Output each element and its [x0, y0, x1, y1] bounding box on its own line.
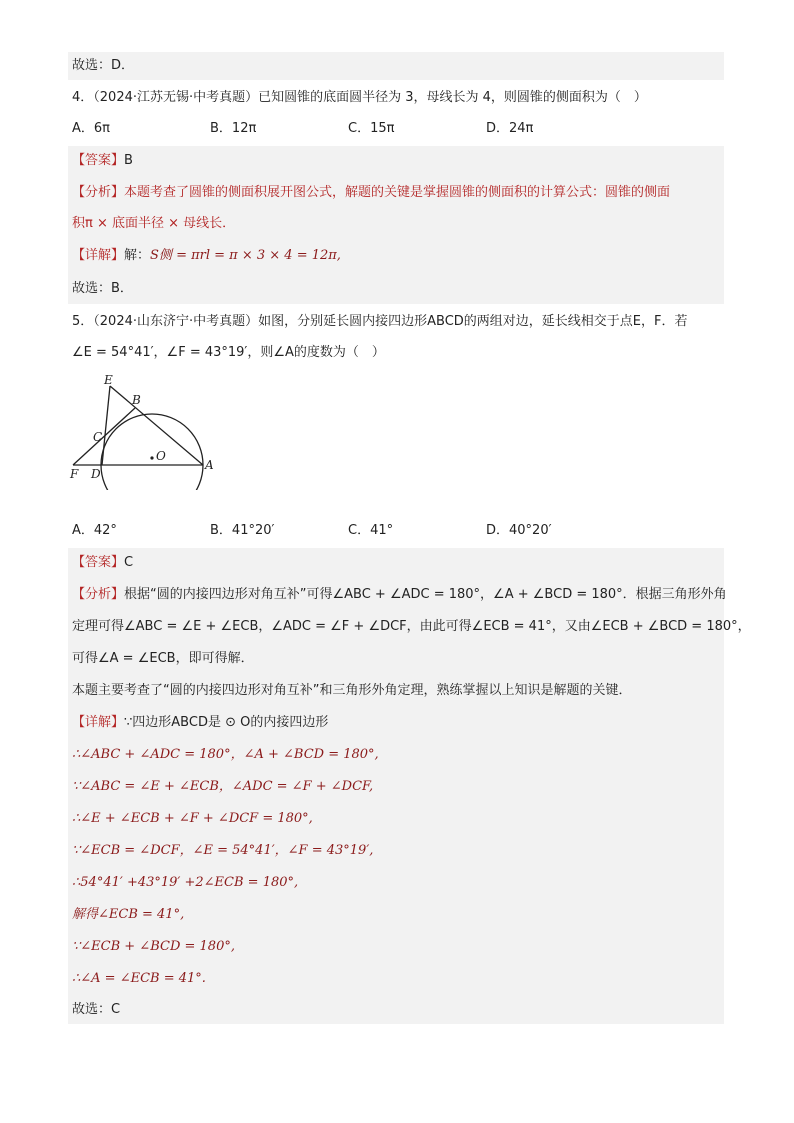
- q5-analysis-line-3: 可得∠A = ∠ECB，即可得解．: [72, 651, 254, 666]
- q5-geometry-figure: [66, 370, 226, 490]
- label-b: B: [132, 393, 141, 407]
- q5-summary: 本题主要考查了“圆的内接四边形对角互补”和三角形外角定理，熟练掌握以上知识是解题的关键．: [72, 683, 632, 698]
- q4-detail-line: [72, 246, 341, 266]
- q4-option-c: C．15π: [348, 121, 395, 136]
- q4-analysis-text-1: 本题考查了圆锥的侧面积展开图公式，解题的关键是掌握圆锥的侧面积的计算公式：圆锥的侧面: [124, 185, 671, 200]
- q4-answer-line: [72, 151, 133, 171]
- q5-step-7: ∵∠ECB + ∠BCD = 180°,: [72, 939, 235, 954]
- q4-option-b: B．12π: [210, 121, 257, 136]
- q5-answer-tag: 【答案】: [72, 555, 125, 570]
- line-fb: [73, 408, 135, 465]
- label-e: E: [104, 373, 113, 387]
- center-dot: [150, 456, 153, 459]
- q4-detail-math: S侧 = πrl = π × 3 × 4 = 12π,: [150, 248, 341, 263]
- q4-option-a: A．6π: [72, 121, 110, 136]
- q5-detail-tag: 【详解】: [72, 715, 125, 730]
- prev-final-answer: 故选：D．: [72, 58, 135, 73]
- q4-answer-value: B: [124, 153, 133, 168]
- label-c: C: [93, 430, 103, 444]
- q4-option-d: D．24π: [486, 121, 534, 136]
- q5-answer-line: [72, 553, 133, 573]
- q4-detail-tag: 【详解】: [72, 248, 125, 263]
- q5-option-c: C．41°: [348, 523, 394, 538]
- q5-step-4: ∵∠ECB = ∠DCF，∠E = 54°41′，∠F = 43°19′,: [72, 843, 374, 858]
- q5-final-answer: 故选：C: [72, 1002, 121, 1017]
- q5-detail-text-1: ∵四边形ABCD是 ⊙ O的内接四边形: [124, 715, 329, 730]
- label-d: D: [91, 467, 101, 481]
- q5-option-a: A．42°: [72, 523, 117, 538]
- q5-step-1: ∴∠ABC + ∠ADC = 180°，∠A + ∠BCD = 180°,: [72, 747, 379, 762]
- q5-answer-value: C: [124, 555, 134, 570]
- q4-analysis-line-2: 积π × 底面半径 × 母线长．: [72, 216, 236, 231]
- label-a: A: [205, 458, 214, 472]
- q5-analysis-line-1: [72, 585, 727, 605]
- q5-stem-2: ∠E = 54°41′，∠F = 43°19′，则∠A的度数为（ ）: [72, 345, 385, 360]
- label-f: F: [70, 467, 79, 481]
- q5-analysis-tag: 【分析】: [72, 587, 125, 602]
- q5-option-d: D．40°20′: [486, 523, 552, 538]
- line-ed: [102, 386, 110, 465]
- label-o: O: [156, 449, 166, 463]
- q5-option-b: B．41°20′: [210, 523, 275, 538]
- q4-stem: 4．（2024·江苏无锡·中考真题）已知圆锥的底面圆半径为 3，母线长为 4，则圆锥的侧面积为（ ）: [72, 90, 647, 105]
- q5-stem-1: 5．（2024·山东济宁·中考真题）如图，分别延长圆内接四边形ABCD的两组对边，延长线相交于点E，F．若: [72, 314, 688, 329]
- q5-step-3: ∴∠E + ∠ECB + ∠F + ∠DCF = 180°,: [72, 811, 313, 826]
- q5-analysis-line-2: 定理可得∠ABC = ∠E + ∠ECB，∠ADC = ∠F + ∠DCF，由此可得∠ECB = 41°，又由∠ECB + ∠BCD = 180°，: [72, 619, 751, 634]
- q5-step-2: ∵∠ABC = ∠E + ∠ECB，∠ADC = ∠F + ∠DCF,: [72, 779, 374, 794]
- q5-step-6: 解得∠ECB = 41°,: [72, 907, 185, 922]
- q5-step-5: ∴54°41′ +43°19′ +2∠ECB = 180°,: [72, 875, 299, 890]
- q4-answer-tag: 【答案】: [72, 153, 125, 168]
- q4-analysis-tag: 【分析】: [72, 185, 125, 200]
- q4-analysis-line-1: [72, 183, 670, 203]
- q5-analysis-text-1: 根据“圆的内接四边形对角互补”可得∠ABC + ∠ADC = 180°，∠A + ∠BCD = 180°．根据三角形外角: [124, 587, 727, 602]
- q5-step-8: ∴∠A = ∠ECB = 41°.: [72, 971, 206, 986]
- q4-detail-prefix: 解：: [124, 248, 151, 263]
- q4-final-answer: 故选：B．: [72, 281, 133, 296]
- prev-answer-band: [68, 52, 724, 80]
- q5-detail-line-1: [72, 713, 328, 733]
